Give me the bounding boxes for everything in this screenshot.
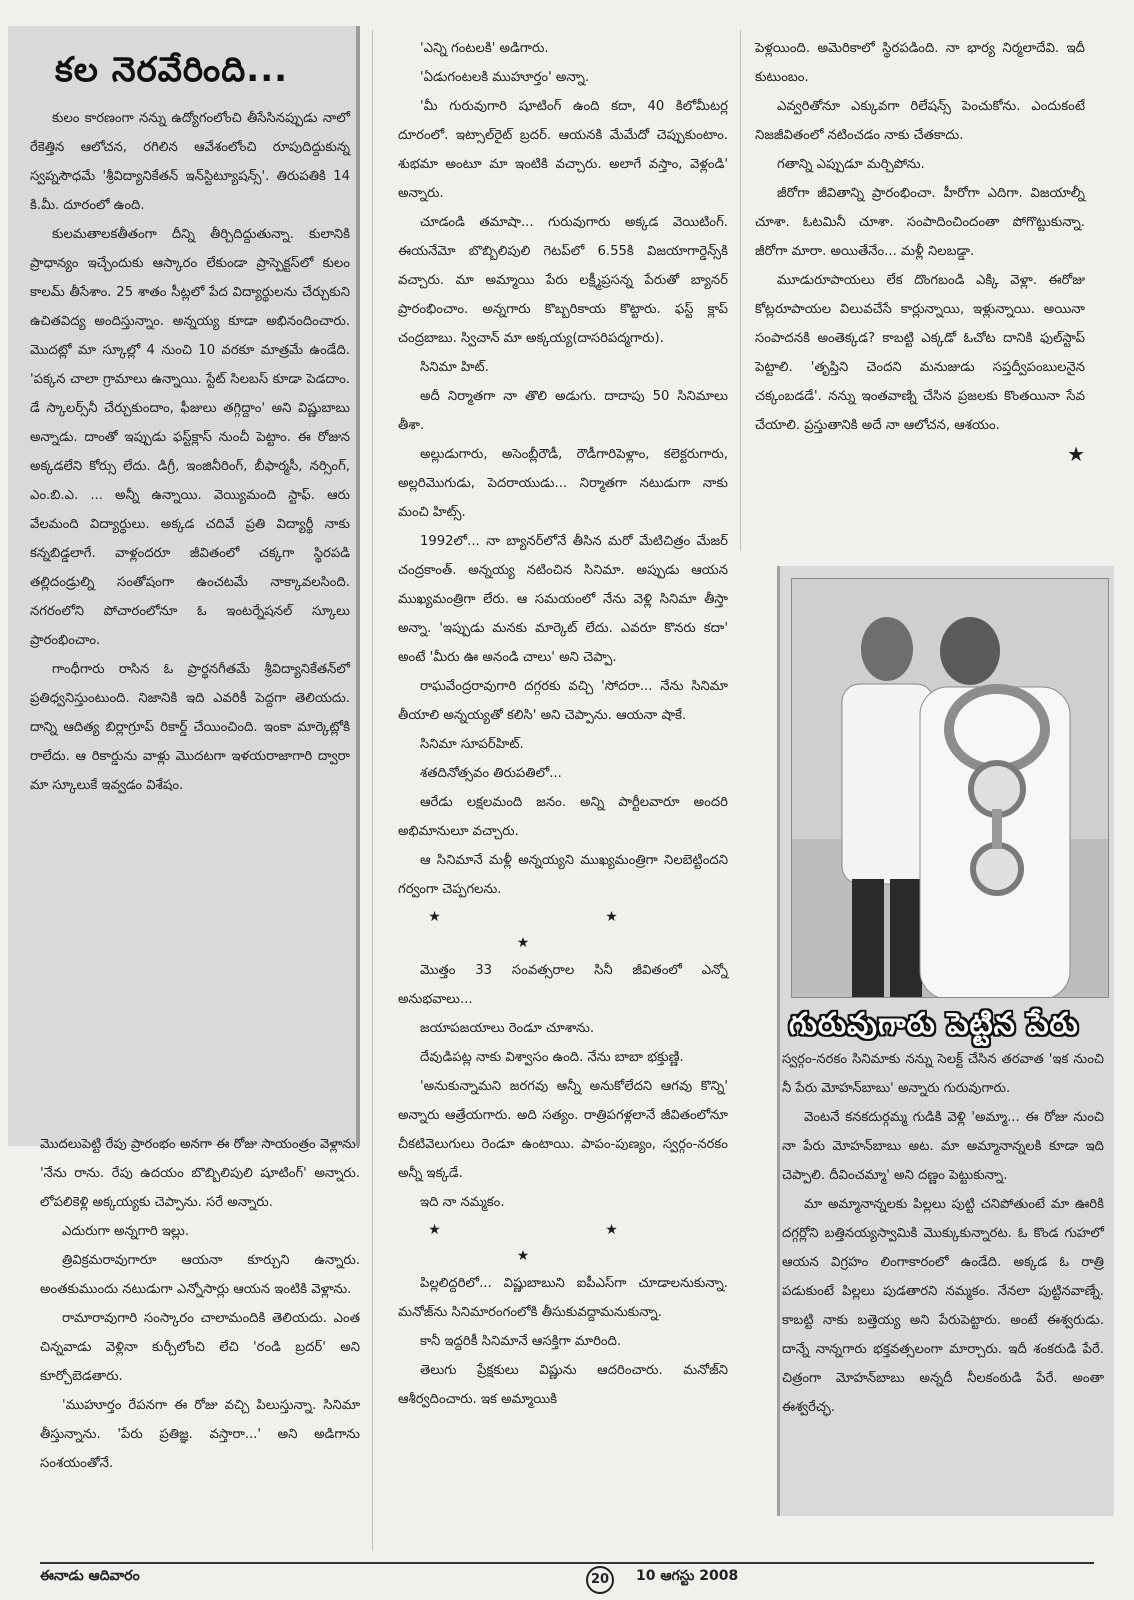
paragraph: కులం కారణంగా నన్ను ఉద్యోగంలోంచి తీసేసినప్పుడు నాలో రేకెత్తిన ఆలోచన, రగిలిన ఆవేశంలోంచి రూపుదిద్దుకున్న స్వప్నసౌధమే 'శ్రీవిద్యానికేతన్ ఇన్‌స్టిట్యూషన్స్'. తిరుపతికి 14 కి.మీ. దూరంలో ఉంది. [30,111,350,213]
column-1-box-text [30,104,350,800]
paragraph: జీరోగా జీవితాన్ని ప్రారంభించా. హీరోగా ఎదిగా. విజయాల్నీ చూశా. ఓటమినీ చూశా. సంపాదించిందంతా పోగొట్టుకున్నా. జీరోగా మారా. అయితేనేం... మళ్లీ నిలబడ్డా. [755,186,1085,259]
main-headline: కల నెరవేరింది... [55,50,289,90]
column-divider [372,30,373,1550]
column-1-bottom-text [40,1130,360,1478]
photo-illustration [792,579,1109,998]
column-divider [740,30,741,550]
paragraph: మొత్తం 33 సంవత్సరాల సినీ జీవితంలో ఎన్నో అనుభవాలు... [398,963,728,1007]
paragraph: ఎవ్వరితోనూ ఎక్కువగా రిలేషన్స్ పెంచుకోను. ఎందుకంటే నిజజీవితంలో నటించడం నాకు చేతకాదు. [755,99,1085,143]
paragraph: జయాపజయాలు రెండూ చూశాను. [420,1021,595,1036]
paragraph: కులమతాలకతీతంగా దీన్ని తీర్చిదిద్దుతున్నా. కులానికి ప్రాధాన్యం ఇచ్చేందుకు ఆస్కారం లేకుండా ప్రాస్పెక్టస్‌లో కులం కాలమ్ తీసేశాం. 25 శాతం సీట్లలో పేద విద్యార్థులను చేర్చుకుని ఉచితవిద్య అందిస్తున్నాం. అన్నయ్య కూడా అభినందించారు. మొదట్లో మా స్కూల్లో 4 నుంచి 10 వరకూ మాత్రమే ఉండేది. 'పక్కన చాలా గ్రామాలు ఉన్నాయి. స్టేట్ సిలబస్ కూడా పెడదాం. డే స్కాలర్స్‌నీ చేర్చుకుందాం, ఫీజులు తగ్గిద్దాం' అని విష్ణుబాబు అన్నాడు. దాంతో ఇప్పుడు ఫస్ట్‌క్లాస్ నుంచీ పెట్టాం. ఈ రోజున అక్కడలేని కోర్సు లేదు. డిగ్రీ, ఇంజినీరింగ్, బీఫార్మసీ, నర్సింగ్, ఎం.బి.ఎ. ... అన్నీ ఉన్నాయి. వెయ్యిమంది స్టాఫ్. ఆరు వేలమంది విద్యార్థులు. అక్కడ చదివే ప్రతి విద్యార్థీ నాకు కన్నబిడ్డలాగే. వాళ్లందరూ జీవితంలో చక్కగా స్థిరపడి తల్లిదండ్రుల్ని సంతోషంగా ఉంచటమే నాక్కావలసింది. నగరంలోని పోచారంలోనూ ఓ ఇంటర్నేషనల్ స్కూలు ప్రారంభించాం. [30,227,350,648]
footer-rule [40,1562,1094,1564]
paragraph: రాఘవేంద్రరావుగారి దగ్గరకు వచ్చి 'సోదరా... నేను సినిమా తీయాలి అన్నయ్యతో కలిసి' అని చెప్పాను. ఆయనా షాకే. [398,679,728,723]
paragraph: సినిమా సూపర్‌హిట్. [420,737,524,752]
paragraph: వెంటనే కనకదుర్గమ్మ గుడికి వెళ్లి 'అమ్మా... ఈ రోజు నుంచి నా పేరు మోహన్‌బాబు అట. మా అమ్మానాన్నలకి కూడా ఇది చెప్పాలి. దీవించమ్మా' అని దణ్ణం పెట్టుకున్నా. [782,1110,1104,1183]
paragraph: అదీ నిర్మాతగా నా తొలి అడుగు. దాదాపు 50 సినిమాలు తీశా. [398,389,728,433]
paragraph: కానీ ఇద్దరికీ సినిమానే ఆసక్తిగా మారింది. [420,1334,622,1349]
publication-name: ఈనాడు ఆదివారం [40,1568,140,1584]
paragraph: స్వర్గం-నరకం సినిమాకు నన్ను సెలక్ట్ చేసిన తరవాత 'ఇక నుంచి నీ పేరు మోహన్‌బాబు' అన్నారు గురువుగారు. [782,1052,1104,1096]
paragraph: తెలుగు ప్రేక్షకులు విష్ణును ఆదరించారు. మనోజ్‌ని ఆశీర్వదించారు. ఇక అమ్మాయికి [398,1363,728,1407]
paragraph: పెళ్లయింది. అమెరికాలో స్థిరపడింది. నా భార్య నిర్మలాదేవి. ఇదీ కుటుంబం. [755,41,1085,85]
footer [40,1568,1094,1590]
paragraph: త్రివిక్రమరావుగారూ ఆయనా కూర్చుని ఉన్నారు. అంతకుముందు నటుడుగా ఎన్నోసార్లు ఆయన ఇంటికి వెళ్లాను. [40,1253,360,1297]
paragraph: మొదలుపెట్టి రేపు ప్రారంభం అనగా ఈ రోజు సాయంత్రం వెళ్లాను. 'నేను రాను. రేపు ఉదయం బొబ్బిలిపులి షూటింగ్' అన్నారు. లోపలికెళ్లి అక్కయ్యకు చెప్పాను. సరే అన్నారు. [40,1137,360,1210]
paragraph: గతాన్ని ఎప్పుడూ మర్చిపోను. [777,157,925,172]
paragraph: 'మీ గురువుగారి షూటింగ్ ఉంది కదా, 40 కిలోమీటర్ల దూరంలో. ఇట్సాల్‌రైట్ బ్రదర్. ఆయనకి మేమేదో చెప్పుకుంటాం. శుభమా అంటూ మా ఇంటికి వచ్చారు. అలాగే వస్తాం, వెళ్లండి' అన్నారు. [398,99,728,201]
paragraph: రామారావుగారి సంస్కారం చాలామందికి తెలియదు. ఎంత చిన్నవాడు వెళ్లినా కుర్చీలోంచి లేచి 'రండి బ్రదర్' అని కూర్చోబెడతారు. [40,1311,360,1384]
paragraph: 'ఏడుగంటలకి ముహూర్తం' అన్నా. [420,70,590,85]
paragraph: శతదినోత్సవం తిరుపతిలో... [420,766,562,781]
paragraph: గాంధీగారు రాసిన ఓ ప్రార్థనగీతమే శ్రీవిద్యానికేతన్‌లో ప్రతిధ్వనిస్తుంటుంది. నిజానికి ఇది ఎవరికీ పెద్దగా తెలియదు. దాన్ని ఆదిత్య బిర్లాగ్రూప్ రికార్డ్ చేయించింది. ఇంకా మార్కెట్లోకి రాలేదు. ఆ రికార్డును వాళ్లు మొదటగా ఇళయరాజాగారి ద్వారా మా స్కూలుకే ఇవ్వడం విశేషం. [30,662,350,793]
paragraph: అల్లుడుగారు, అసెంబ్లీరౌడీ, రౌడీగారిపెళ్లాం, కలెక్టరుగారు, అల్లరిమొగుడు, పెదరాయుడు... నిర్మాతగా నటుడుగా నాకు మంచి హిట్స్. [398,447,728,520]
section-stars: ★ ★ ★ [428,1222,698,1264]
column-2-text [398,34,728,1414]
paragraph: 'ముహూర్తం రేపనగా ఈ రోజు వచ్చి పిలుస్తున్నా. సినిమా తీస్తున్నాను. 'పేరు ప్రతిజ్ఞ. వస్తారా...' అని అడిగాను సంశయంతోనే. [40,1398,360,1471]
issue-date: 10 ఆగస్టు 2008 [636,1568,739,1584]
paragraph: సినిమా హిట్. [420,360,489,375]
paragraph: ఆ సినిమానే మళ్లీ అన్నయ్యని ముఖ్యమంత్రిగా నిలబెట్టిందని గర్వంగా చెప్పగలను. [398,853,728,897]
column-3-box-text [782,1045,1104,1422]
paragraph: ఎదురుగా అన్నగారి ఇల్లు. [62,1224,190,1239]
column-3-text [755,34,1085,469]
paragraph: చూడండి తమాషా... గురువుగారు అక్కడ వెయిటింగ్. ఈయనేమో బొబ్బిలిపులి గెటప్‌లో 6.55కి విజయాగార్డెన్స్‌కి వచ్చారు. మా అమ్మాయి పేరు లక్ష్మీప్రసన్న పేరుతో బ్యానర్ ప్రారంభించాం. అన్నగారు కొబ్బరికాయ కొట్టారు. ఫస్ట్ క్లాప్ చంద్రబాబు. స్విచాన్ మా అక్కయ్య(దాసరిపద్మగారు). [398,215,728,346]
paragraph: 'అనుకున్నామని జరగవు అన్నీ అనుకోలేదని ఆగవు కొన్ని' అన్నారు ఆత్రేయగారు. అది సత్యం. రాత్రిపగళ్లలానే జీవితంలోనూ చీకటివెలుగులు రెండూ ఉంటాయి. పాపం-పుణ్యం, స్వర్గం-నరకం అన్నీ ఇక్కడే. [398,1079,728,1181]
photo-two-men [791,578,1109,998]
paragraph: ఇది నా నమ్మకం. [420,1195,505,1210]
paragraph: దేవుడిపట్ల నాకు విశ్వాసం ఉంది. నేను బాబా భక్తుణ్ణి. [420,1050,684,1065]
paragraph: 1992లో... నా బ్యానర్‌లోనే తీసిన మరో మేటిచిత్రం మేజర్ చంద్రకాంత్. అన్నయ్య నటించిన సినిమా. అప్పుడు ఆయన ముఖ్యమంత్రిగా లేరు. ఆ సమయంలో నేను వెళ్లి సినిమా తీస్తా అన్నా. 'ఇప్పుడు మనకు మార్కెట్ లేదు. ఎవరూ కొనరు కదా' అంటే 'మీరు ఊ అనండి చాలు' అని చెప్పా. [398,534,728,665]
end-star-icon: ★ [1067,442,1085,466]
page-number: 20 [586,1566,614,1594]
paragraph: మా అమ్మానాన్నలకు పిల్లలు పుట్టి చనిపోతుంటే మా ఊరికి దగ్గర్లోని బత్తినయ్యస్వామికి మొక్కుకున్నారట. ఓ కొండ గుహలో ఆయన విగ్రహం లింగాకారంలో ఉండేది. అక్కడ ఓ రాత్రి పడుకుంటే పిల్లలు పుడతారని నమ్మకం. నేనలా పుట్టినవాణ్నే. కాబట్టి నాకు బత్తెయ్య అని పేరుపెట్టారు. అంటే ఈశ్వరుడు. దాన్నే నాన్నగారు భక్తవత్సలంగా మార్చారు. ఇదీ శంకరుడి పేరే. చిత్రంగా మోహన్‌బాబు అన్నదీ నీలకంఠుడి పేరే. అంతా ఈశ్వరేచ్ఛ. [782,1197,1104,1415]
section-stars: ★ ★ ★ [428,909,698,951]
paragraph: ఆరేడు లక్షలమంది జనం. అన్ని పార్టీలవారూ అందరి అభిమానులూ వచ్చారు. [398,795,728,839]
side-headline: గురువుగారు పెట్టిన పేరు [789,1007,1079,1042]
paragraph: 'ఎన్ని గంటలకి' అడిగారు. [420,41,549,56]
paragraph: మూడురూపాయలు లేక దొంగబండి ఎక్కి వెళ్లా. ఈరోజు కోట్లరూపాయల విలువచేసే కార్లున్నాయి, ఇళ్లున్నాయి. అయినా సంపాదనకి అంతెక్కడ? కాబట్టి ఎక్కడో ఓచోట దానికి ఫుల్‌స్టాప్ పెట్టాలి. 'తృప్తిని చెందని మనుజుడు సప్తద్వీపంబులనైన చక్కంబడడే'. నన్ను ఇంతవాణ్ని చేసిన ప్రజలకు కొంతయినా సేవ చేయాలి. ప్రస్తుతానికి అదే నా ఆలోచన, ఆశయం. [755,273,1085,433]
paragraph: పిల్లలిద్దరిలో... విష్ణుబాబుని ఐపీఎస్‌గా చూడాలనుకున్నా. మనోజ్‌ను సినిమారంగంలోకి తీసుకువద్దామనుకున్నా. [398,1276,728,1320]
